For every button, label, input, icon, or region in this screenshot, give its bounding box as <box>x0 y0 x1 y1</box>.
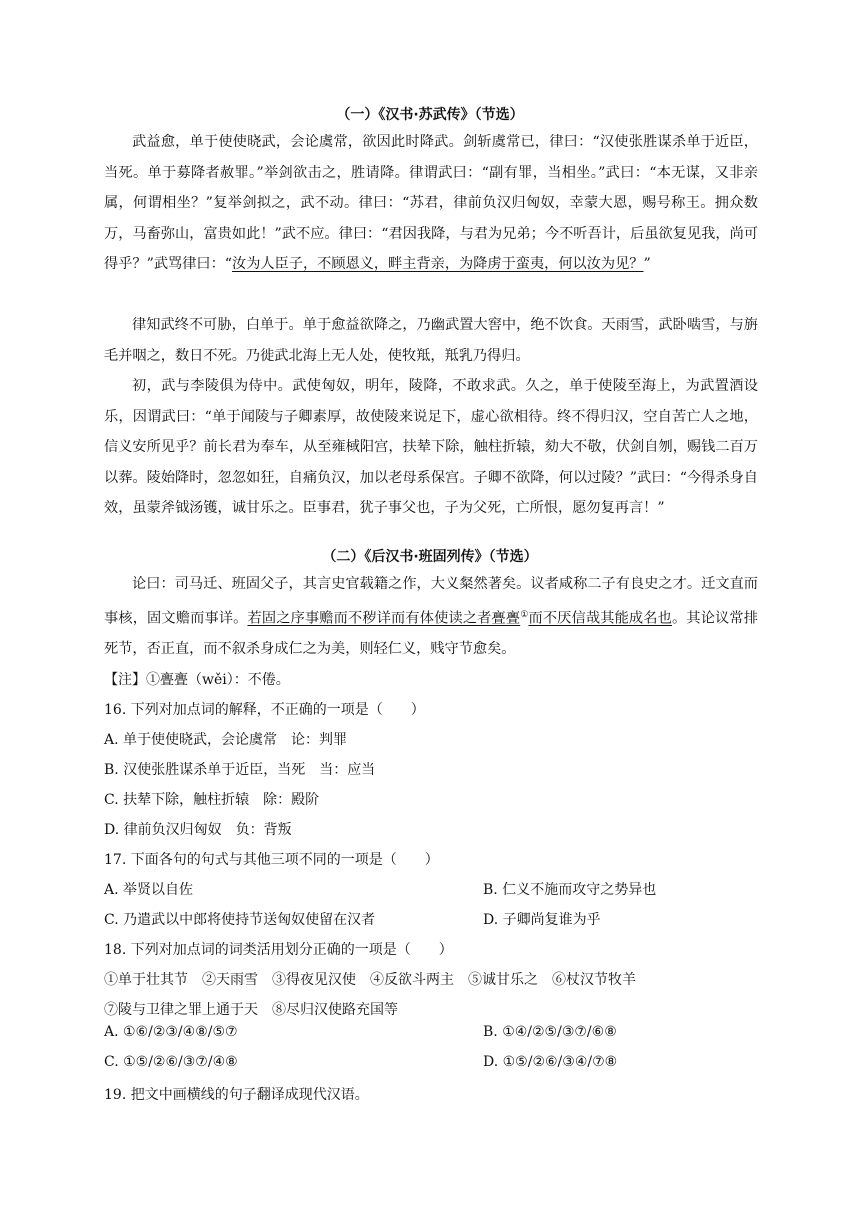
underlined-sentence-2a: 若固之序事赡而不秽详而有体使读之者亹亹 <box>247 610 521 627</box>
q16-option-d: D. 律前负汉归匈奴 负：背叛 <box>104 822 292 838</box>
underlined-sentence-2b: 而不厌信哉其能成名也 <box>528 610 672 627</box>
q18-option-b: B. ①④/②⑤/③⑦/⑥⑧ <box>483 1024 617 1040</box>
q17-option-a: A. 举贤以自佐 <box>104 882 194 898</box>
q19-stem: 19. 把文中画横线的句子翻译成现代汉语。 <box>104 1087 369 1103</box>
passage2-p1-tail: 。其论议常排死节，否正直，而不叙杀身成仁之为美，则轻仁义，贱守节愈矣。 <box>104 610 758 657</box>
q16-option-a: A. 单于使使晓武，会论虞常 论：判罪 <box>104 732 348 748</box>
q18-items-row2: ⑦陵与卫律之罪上通于天 ⑧尽归汉使路充国等 <box>104 1002 398 1018</box>
q16-stem: 16. 下列对加点词的解释，不正确的一项是（ ） <box>104 702 425 718</box>
passage2-title: （二）《后汉书·班固列传》（节选） <box>322 549 538 565</box>
q18-option-a: A. ①⑥/②③/④⑧/⑤⑦ <box>104 1024 238 1040</box>
q18-option-c: C. ①⑤/②⑥/③⑦/④⑧ <box>104 1054 238 1070</box>
passage1-p1-tail: ” <box>643 256 651 273</box>
underlined-sentence-1: 汝为人臣子，不顾恩义，畔主背亲，为降虏于蛮夷，何以汝为见？ <box>232 256 644 273</box>
q18-option-d: D. ①⑤/②⑥/③④/⑦⑧ <box>483 1054 618 1070</box>
passage1-paragraph-2: 律知武终不可胁，白单于。单于愈益欲降之，乃幽武置大窖中，绝不饮食。天雨雪，武卧啮雪，与旃毛并咽之，数日不死。乃徙武北海上无人处，使牧羝，羝乳乃得归。 <box>104 317 758 364</box>
passage2-paragraph-1 <box>104 569 758 665</box>
passage1-paragraph-1 <box>104 127 758 280</box>
passage1-p1-text: 武益愈，单于使使晓武，会论虞常，欲因此时降武。剑斩虞常已，律曰：“汉使张胜谋杀单于近臣，当死。单于募降者赦罪。”举剑欲击之，胜请降。律谓武曰：“副有罪，当相坐。”武曰：“本无谋，又非亲属，何谓相坐？”复举剑拟之，武不动。律曰：“苏君，律前负汉归匈奴，幸蒙大恩，赐号称王。拥众数万，马畜弥山，富贵如此！”武不应。律曰：“君因我降，与君为兄弟；今不听吾计，后虽欲复见我，尚可得乎？”武骂律曰：“ <box>104 134 758 273</box>
q16-option-c: C. 扶辇下除，触柱折辕 除：殿阶 <box>104 792 320 808</box>
q18-items-row1: ①单于壮其节 ②天雨雪 ③得夜见汉使 ④反欲斗两主 ⑤诚甘乐之 ⑥杖汉节牧羊 <box>104 972 636 988</box>
q16-option-b: B. 汉使张胜谋杀单于近臣，当死 当：应当 <box>104 762 376 778</box>
footnote-marker: ① <box>520 609 529 620</box>
passage1-paragraph-3: 初，武与李陵俱为侍中。武使匈奴，明年，陵降，不敢求武。久之，单于使陵至海上，为武置酒设乐，因谓武曰：“单于闻陵与子卿素厚，故使陵来说足下，虚心欲相待。终不得归汉，空自苦亡人之地，信义安所见乎？前长君为奉车，从至雍棫阳宫，扶辇下除，触柱折辕，劾大不敬，伏剑自刎，赐钱二百万以葬。陵始降时，忽忽如狂，自痛负汉，加以老母系保宫。子卿不欲降，何以过陵？”武曰：“今得杀身自效，虽蒙斧钺汤镬，诚甘乐之。臣事君，犹子事父也，子为父死，亡所恨，愿勿复再言！” <box>104 378 758 517</box>
q17-option-c: C. 乃遣武以中郎将使持节送匈奴使留在汉者 <box>104 912 376 928</box>
q17-option-b: B. 仁义不施而攻守之势异也 <box>483 882 657 898</box>
q17-option-d: D. 子卿尚复谁为乎 <box>483 912 601 928</box>
footnote: 【注】①亹亹（wěi）：不倦。 <box>104 672 290 688</box>
q17-stem: 17. 下面各句的句式与其他三项不同的一项是（ ） <box>104 852 439 868</box>
passage2-p1-text: 论曰：司马迁、班固父子，其言史官载籍之作，大义粲然著矣。议者咸称二子有良史之才。迁文直而事核，固文赡而事详。 <box>104 576 758 627</box>
q18-stem: 18. 下列对加点词的词类活用划分正确的一项是（ ） <box>104 942 453 958</box>
passage1-title: （一）《汉书·苏武传》（节选） <box>336 107 524 123</box>
